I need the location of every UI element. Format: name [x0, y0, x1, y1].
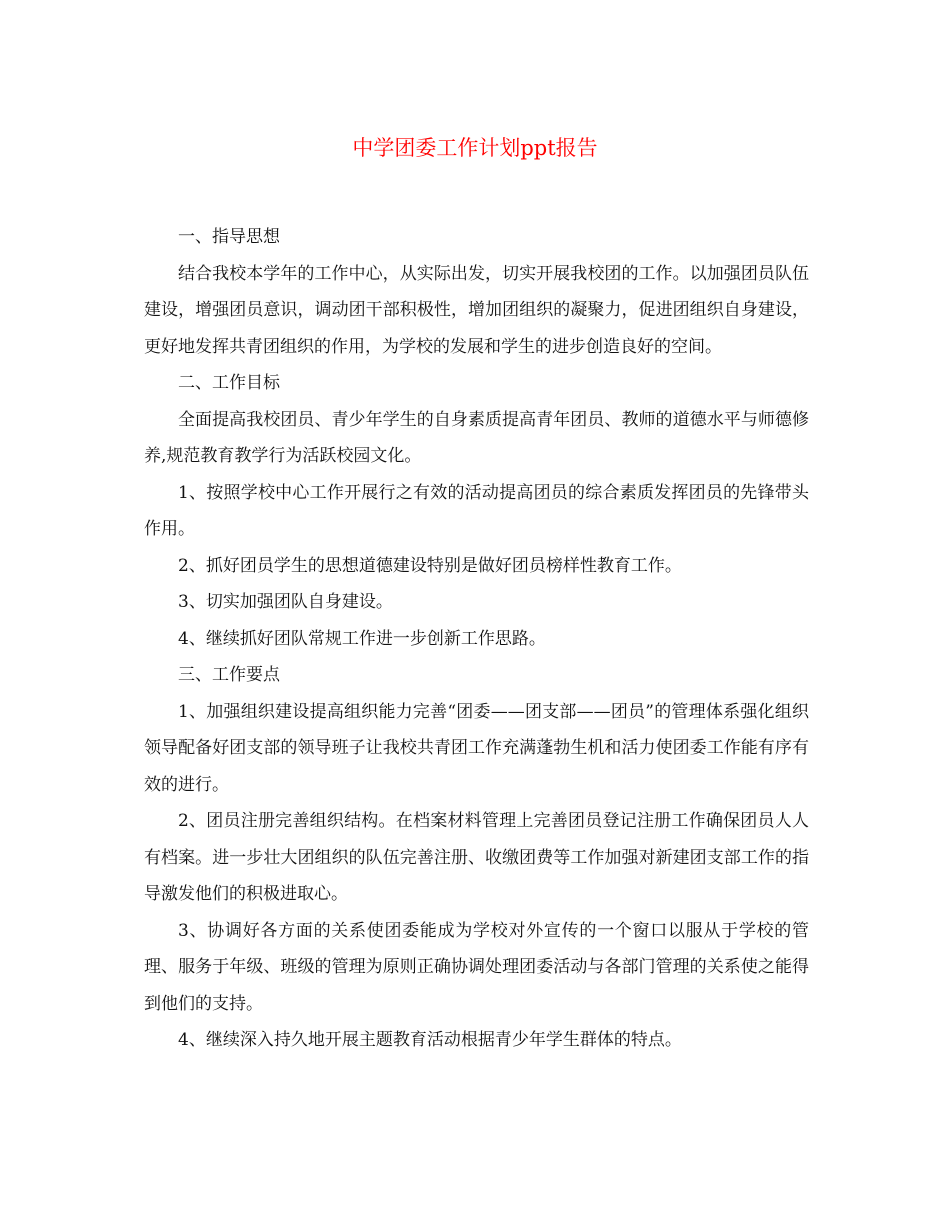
- paragraph-guiding-ideology: 结合我校本学年的工作中心，从实际出发，切实开展我校团的工作。以加强团员队伍建设，增强团员意识，调动团干部积极性，增加团组织的凝聚力，促进团组织自身建设，更好地发挥共青团组织的作用，为学校的发展和学生的进步创造良好的空间。: [144, 263, 809, 357]
- work-point-3: 3、协调好各方面的关系使团委能成为学校对外宣传的一个窗口以服从于学校的管理、服务于年级、班级的管理为原则正确协调处理团委活动与各部门管理的关系使之能得到他们的支持。: [144, 920, 809, 1014]
- paragraph-work-goals: 全面提高我校团员、青少年学生的自身素质提高青年团员、教师的道德水平与师德修养,规范教育教学行为活跃校园文化。: [144, 409, 809, 466]
- goal-item-2: 2、抓好团员学生的思想道德建设特别是做好团员榜样性教育工作。: [178, 555, 682, 576]
- work-point-4: 4、继续深入持久地开展主题教育活动根据青少年学生群体的特点。: [178, 1030, 682, 1050]
- document-body: [144, 219, 809, 1059]
- goal-item-3: 3、切实加强团队自身建设。: [178, 592, 393, 612]
- section-heading-work-goals: 二、工作目标: [178, 373, 280, 393]
- work-point-2: 2、团员注册完善组织结构。在档案材料管理上完善团员登记注册工作确保团员人人有档案。进一步壮大团组织的队伍完善注册、收缴团费等工作加强对新建团支部工作的指导激发他们的积极进取心。: [144, 811, 809, 904]
- work-point-1: 1、加强组织建设提高组织能力完善“团委——团支部——团员”的管理体系强化组织领导配备好团支部的领导班子让我校共青团工作充满蓬勃生机和活力使团委工作能有序有效的进行。: [144, 701, 809, 795]
- section-heading-guiding-ideology: 一、指导思想: [178, 227, 280, 247]
- goal-item-4: 4、继续抓好团队常规工作进一步创新工作思路。: [178, 628, 546, 649]
- section-heading-work-points: 三、工作要点: [178, 665, 280, 685]
- document-title: 中学团委工作计划ppt报告: [352, 136, 598, 160]
- goal-item-1: 1、按照学校中心工作开展行之有效的活动提高团员的综合素质发挥团员的先锋带头作用。: [144, 482, 809, 539]
